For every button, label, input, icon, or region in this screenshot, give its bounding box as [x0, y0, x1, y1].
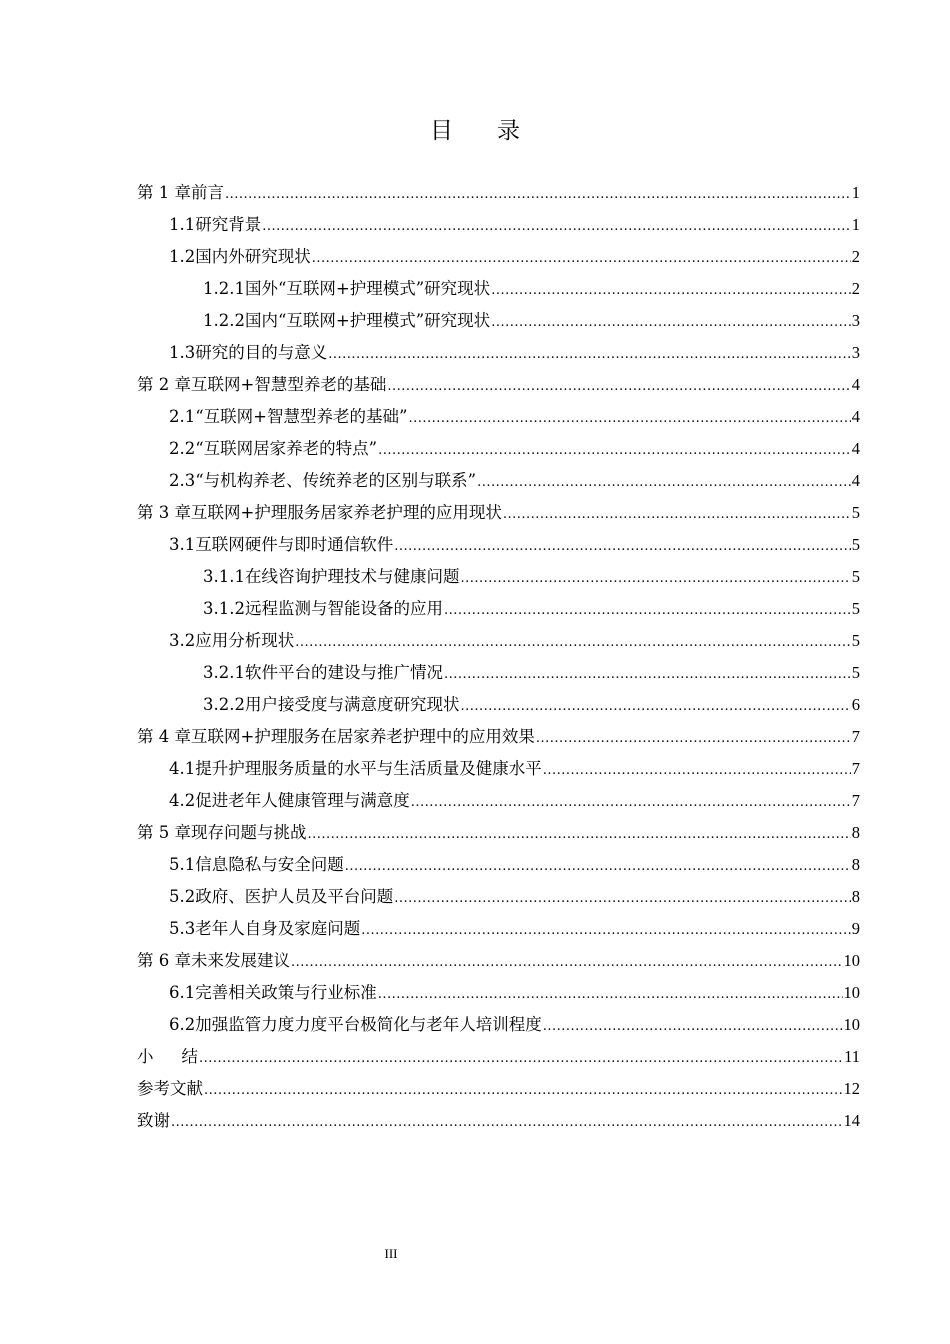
- toc-entry[interactable]: [137, 1105, 860, 1137]
- toc-entry-title: “互联网居家养老的特点”: [195, 439, 378, 458]
- toc-entry-title: 国内“互联网+护理模式”研究现状: [244, 311, 491, 330]
- toc-entry[interactable]: [137, 1041, 860, 1073]
- toc-entry-title: “互联网+智慧型养老的基础”: [195, 407, 408, 426]
- toc-entry[interactable]: [137, 977, 860, 1009]
- toc-entry-page: 10: [843, 951, 860, 970]
- toc-entry-number: 3.1.1: [203, 567, 245, 586]
- toc-entry[interactable]: [137, 241, 860, 273]
- toc-entry[interactable]: [137, 529, 860, 561]
- toc-entry-page: 6: [851, 695, 860, 714]
- dot-leader: [394, 529, 851, 563]
- toc-entry-page: 4: [851, 471, 860, 490]
- toc-entry-title: 研究背景: [195, 215, 262, 234]
- toc-entry-number: 4.1: [169, 759, 196, 778]
- toc-entry-page: 5: [851, 567, 860, 586]
- toc-entry[interactable]: [137, 785, 860, 817]
- dot-leader: [460, 561, 850, 595]
- toc-entry-title: “与机构养老、传统养老的区别与联系”: [195, 471, 477, 490]
- toc-entry-title: 加强监管力度力度平台极简化与老年人培训程度: [195, 1015, 542, 1034]
- toc-entry-page: 10: [843, 983, 860, 1002]
- toc-entry-number: 第 1 章: [137, 183, 191, 202]
- toc-entry[interactable]: [137, 465, 860, 497]
- dot-leader: [491, 273, 851, 307]
- page-number-footer: III: [384, 1246, 398, 1261]
- toc-entry[interactable]: [137, 305, 860, 337]
- toc-entry-title: 互联网硬件与即时通信软件: [195, 535, 394, 554]
- toc-entry-title: 致谢: [137, 1111, 170, 1130]
- dot-leader: [295, 625, 851, 659]
- dot-leader: [328, 337, 851, 371]
- toc-entry-number: 1.2.1: [203, 279, 245, 298]
- dot-leader: [262, 209, 851, 243]
- toc-entry-page: 14: [843, 1111, 860, 1130]
- toc-entry-number: 1.2: [169, 247, 196, 266]
- dot-leader: [171, 1105, 843, 1139]
- toc-entry-page: 5: [851, 599, 860, 618]
- dot-leader: [378, 433, 851, 467]
- dot-leader: [394, 881, 851, 915]
- toc-entry[interactable]: [137, 401, 860, 433]
- toc-entry-number: 第 3 章: [137, 503, 191, 522]
- toc-entry[interactable]: [137, 561, 860, 593]
- toc-entry-title: 小结: [137, 1047, 198, 1066]
- toc-entry-number: 5.3: [169, 919, 196, 938]
- toc-entry-page: 7: [851, 759, 860, 778]
- dot-leader: [387, 369, 850, 403]
- toc-entry-title: 软件平台的建设与推广情况: [244, 663, 443, 682]
- toc-entry-number: 1.1: [169, 215, 196, 234]
- toc-entry-page: 2: [851, 279, 860, 298]
- toc-entry-title: 未来发展建议: [191, 951, 290, 970]
- toc-entry[interactable]: [137, 817, 860, 849]
- toc-entry-page: 1: [851, 215, 860, 234]
- toc-entry[interactable]: [137, 209, 860, 241]
- toc-entry-title: 促进老年人健康管理与满意度: [195, 791, 410, 810]
- toc-entry-title: 互联网+护理服务居家养老护理的应用现状: [191, 503, 502, 522]
- toc-entry-page: 5: [851, 535, 860, 554]
- toc-entry-title: 用户接受度与满意度研究现状: [244, 695, 460, 714]
- dot-leader: [378, 977, 843, 1011]
- dot-leader: [444, 593, 851, 627]
- toc-entry-title: 信息隐私与安全问题: [195, 855, 344, 874]
- toc-entry-number: 3.1: [169, 535, 196, 554]
- toc-entry-page: 4: [851, 375, 860, 394]
- toc-entry-page: 8: [851, 823, 860, 842]
- dot-leader: [491, 305, 851, 339]
- toc-entry-title: 老年人自身及家庭问题: [195, 919, 361, 938]
- toc-entry-page: 7: [851, 791, 860, 810]
- toc-entry[interactable]: [137, 1009, 860, 1041]
- dot-leader: [361, 913, 851, 947]
- dot-leader: [444, 657, 851, 691]
- toc-entry-number: 3.2.2: [203, 695, 245, 714]
- toc-entry-page: 4: [851, 439, 860, 458]
- toc-entry-page: 8: [851, 887, 860, 906]
- toc-entry-number: 1.3: [169, 343, 196, 362]
- toc-entry-page: 5: [851, 663, 860, 682]
- toc-entry[interactable]: [137, 657, 860, 689]
- toc-entry-number: 第 5 章: [137, 823, 191, 842]
- dot-leader: [460, 689, 850, 723]
- toc-entry-page: 11: [844, 1047, 860, 1066]
- dot-leader: [543, 753, 851, 787]
- toc-entry-title: 在线咨询护理技术与健康问题: [244, 567, 460, 586]
- toc-entry-title: 国外“互联网+护理模式”研究现状: [244, 279, 491, 298]
- toc-entry-number: 6.2: [169, 1015, 196, 1034]
- toc-entry[interactable]: [137, 497, 860, 529]
- toc-entry-number: 5.1: [169, 855, 196, 874]
- dot-leader: [204, 1073, 843, 1107]
- toc-entry[interactable]: [137, 721, 860, 753]
- toc-entry-title: 政府、医护人员及平台问题: [195, 887, 394, 906]
- toc-entry-number: 第 2 章: [137, 375, 191, 394]
- toc-entry[interactable]: [137, 593, 860, 625]
- toc-entry[interactable]: [137, 1073, 860, 1105]
- dot-leader: [308, 817, 851, 851]
- toc-entry-page: 2: [851, 247, 860, 266]
- toc-entry-number: 5.2: [169, 887, 196, 906]
- dot-leader: [291, 945, 843, 979]
- toc-entry-page: 7: [851, 727, 860, 746]
- dot-leader: [408, 401, 850, 435]
- toc-entry-title: 提升护理服务质量的水平与生活质量及健康水平: [195, 759, 542, 778]
- toc-entry-title: 互联网+智慧型养老的基础: [191, 375, 387, 394]
- table-of-contents: [137, 177, 860, 1137]
- dot-leader: [411, 785, 851, 819]
- toc-entry-page: 4: [851, 407, 860, 426]
- toc-entry[interactable]: [137, 433, 860, 465]
- toc-entry[interactable]: [137, 337, 860, 369]
- page-title: 目录: [430, 118, 564, 144]
- toc-entry[interactable]: [137, 369, 860, 401]
- toc-entry-page: 5: [851, 503, 860, 522]
- toc-entry-title: 完善相关政策与行业标准: [195, 983, 377, 1002]
- toc-entry-title: 远程监测与智能设备的应用: [244, 599, 443, 618]
- toc-entry-page: 3: [851, 311, 860, 330]
- toc-entry-number: 3.2.1: [203, 663, 245, 682]
- toc-entry[interactable]: [137, 945, 860, 977]
- toc-entry-page: 3: [851, 343, 860, 362]
- toc-entry-title: 应用分析现状: [195, 631, 295, 650]
- dot-leader: [199, 1041, 843, 1075]
- toc-entry-number: 3.1.2: [203, 599, 245, 618]
- toc-entry-number: 6.1: [169, 983, 196, 1002]
- toc-entry-page: 8: [851, 855, 860, 874]
- toc-entry-title: 互联网+护理服务在居家养老护理中的应用效果: [191, 727, 535, 746]
- dot-leader: [345, 849, 851, 883]
- dot-leader: [225, 177, 851, 211]
- toc-entry-title: 前言: [191, 183, 224, 202]
- toc-entry-number: 1.2.2: [203, 311, 245, 330]
- toc-entry[interactable]: [137, 881, 860, 913]
- toc-entry[interactable]: [137, 273, 860, 305]
- toc-entry-page: 9: [851, 919, 860, 938]
- dot-leader: [543, 1009, 843, 1043]
- toc-entry[interactable]: [137, 913, 860, 945]
- dot-leader: [536, 721, 851, 755]
- toc-entry-title: 研究的目的与意义: [195, 343, 328, 362]
- dot-leader: [312, 241, 851, 275]
- toc-entry-page: 5: [851, 631, 860, 650]
- toc-entry-number: 2.1: [169, 407, 196, 426]
- toc-entry-title: 现存问题与挑战: [191, 823, 307, 842]
- toc-entry-number: 第 6 章: [137, 951, 191, 970]
- toc-entry-title: 参考文献: [137, 1079, 203, 1098]
- toc-entry-page: 12: [843, 1079, 860, 1098]
- toc-entry-page: 1: [851, 183, 860, 202]
- toc-entry[interactable]: [137, 625, 860, 657]
- toc-entry-title: 国内外研究现状: [195, 247, 311, 266]
- toc-entry-number: 3.2: [169, 631, 196, 650]
- toc-entry[interactable]: [137, 849, 860, 881]
- toc-entry[interactable]: [137, 753, 860, 785]
- toc-entry[interactable]: [137, 689, 860, 721]
- toc-entry-number: 4.2: [169, 791, 196, 810]
- toc-entry-page: 10: [843, 1015, 860, 1034]
- dot-leader: [477, 465, 851, 499]
- toc-entry-number: 第 4 章: [137, 727, 191, 746]
- toc-entry-number: 2.2: [169, 439, 196, 458]
- dot-leader: [503, 497, 851, 531]
- toc-entry[interactable]: [137, 177, 860, 209]
- toc-entry-number: 2.3: [169, 471, 196, 490]
